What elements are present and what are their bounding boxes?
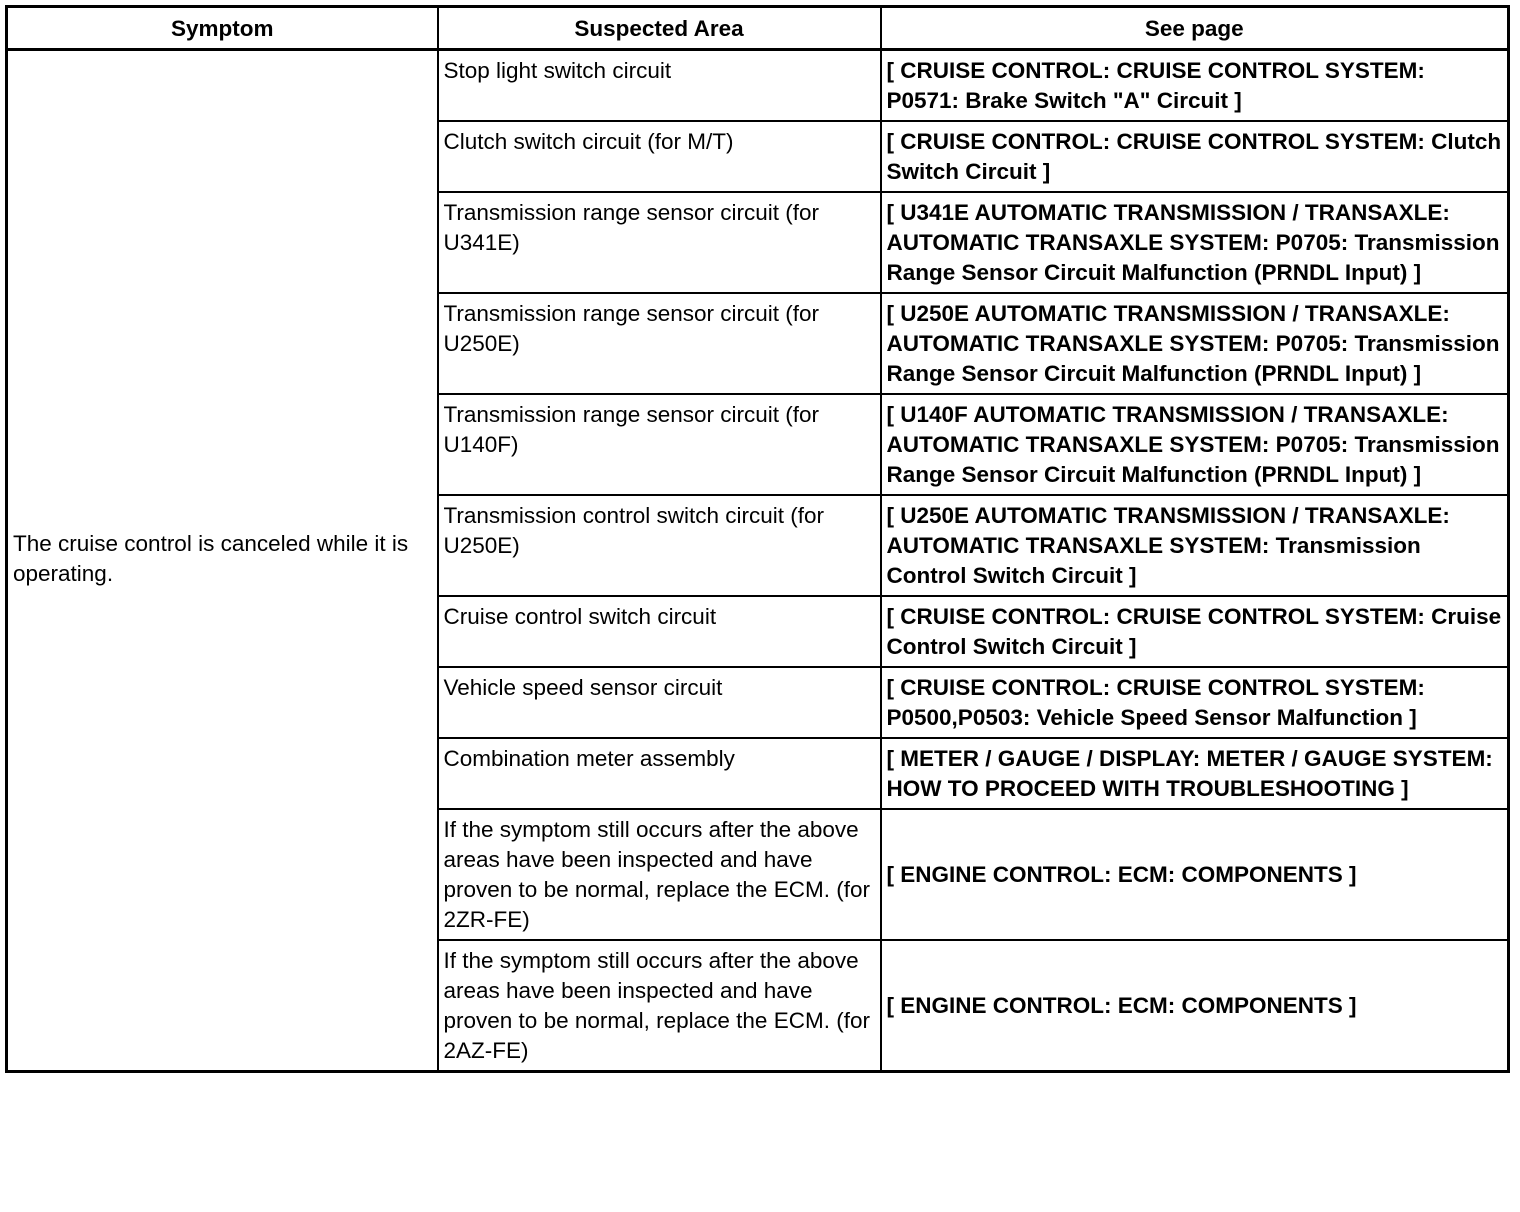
header-see-page: See page: [881, 7, 1509, 50]
suspected-area-cell: Transmission range sensor circuit (for U341E): [438, 192, 881, 293]
see-page-link[interactable]: [ U341E AUTOMATIC TRANSMISSION / TRANSAXLE: AUTOMATIC TRANSAXLE SYSTEM: P0705: Transmission Range Sensor Circuit Malfunction (PRNDL Input) ]: [881, 192, 1509, 293]
header-row: [7, 7, 1509, 50]
suspected-area-cell: Combination meter assembly: [438, 738, 881, 809]
see-page-link[interactable]: [ ENGINE CONTROL: ECM: COMPONENTS ]: [881, 940, 1509, 1072]
suspected-area-cell: Transmission range sensor circuit (for U250E): [438, 293, 881, 394]
suspected-area-cell: Transmission control switch circuit (for U250E): [438, 495, 881, 596]
see-page-link[interactable]: [ CRUISE CONTROL: CRUISE CONTROL SYSTEM: Cruise Control Switch Circuit ]: [881, 596, 1509, 667]
see-page-link[interactable]: [ CRUISE CONTROL: CRUISE CONTROL SYSTEM: P0571: Brake Switch "A" Circuit ]: [881, 50, 1509, 122]
suspected-area-cell: Clutch switch circuit (for M/T): [438, 121, 881, 192]
see-page-link[interactable]: [ METER / GAUGE / DISPLAY: METER / GAUGE SYSTEM: HOW TO PROCEED WITH TROUBLESHOOTING ]: [881, 738, 1509, 809]
table-row: [7, 50, 1509, 122]
suspected-area-cell: If the symptom still occurs after the above areas have been inspected and have proven to be normal, replace the ECM. (for 2AZ-FE): [438, 940, 881, 1072]
see-page-link[interactable]: [ U140F AUTOMATIC TRANSMISSION / TRANSAXLE: AUTOMATIC TRANSAXLE SYSTEM: P0705: Transmission Range Sensor Circuit Malfunction (PRNDL Input) ]: [881, 394, 1509, 495]
troubleshooting-table-wrapper: [5, 5, 1507, 1073]
see-page-link[interactable]: [ CRUISE CONTROL: CRUISE CONTROL SYSTEM: P0500,P0503: Vehicle Speed Sensor Malfunction ]: [881, 667, 1509, 738]
see-page-link[interactable]: [ ENGINE CONTROL: ECM: COMPONENTS ]: [881, 809, 1509, 940]
header-symptom: Symptom: [7, 7, 438, 50]
suspected-area-cell: Stop light switch circuit: [438, 50, 881, 122]
see-page-link[interactable]: [ CRUISE CONTROL: CRUISE CONTROL SYSTEM: Clutch Switch Circuit ]: [881, 121, 1509, 192]
suspected-area-cell: Vehicle speed sensor circuit: [438, 667, 881, 738]
header-suspected-area: Suspected Area: [438, 7, 881, 50]
suspected-area-cell: Cruise control switch circuit: [438, 596, 881, 667]
troubleshooting-table: [5, 5, 1510, 1073]
suspected-area-cell: Transmission range sensor circuit (for U140F): [438, 394, 881, 495]
symptom-cell: The cruise control is canceled while it is operating.: [7, 50, 438, 1072]
see-page-link[interactable]: [ U250E AUTOMATIC TRANSMISSION / TRANSAXLE: AUTOMATIC TRANSAXLE SYSTEM: Transmission Control Switch Circuit ]: [881, 495, 1509, 596]
see-page-link[interactable]: [ U250E AUTOMATIC TRANSMISSION / TRANSAXLE: AUTOMATIC TRANSAXLE SYSTEM: P0705: Transmission Range Sensor Circuit Malfunction (PRNDL Input) ]: [881, 293, 1509, 394]
suspected-area-cell: If the symptom still occurs after the above areas have been inspected and have proven to be normal, replace the ECM. (for 2ZR-FE): [438, 809, 881, 940]
